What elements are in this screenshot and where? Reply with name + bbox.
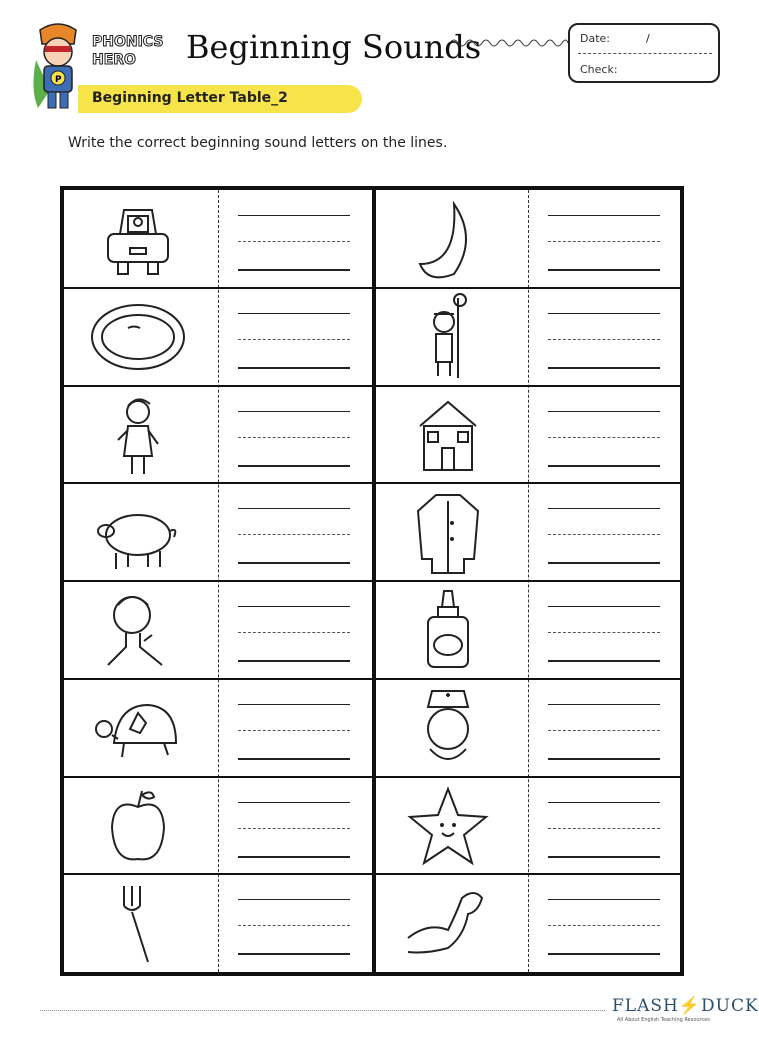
svg-text:PHONICS: PHONICS xyxy=(92,34,164,50)
neck-icon xyxy=(88,585,188,675)
svg-text:P: P xyxy=(55,75,62,85)
mid-dashed-line xyxy=(548,730,660,731)
base-line xyxy=(548,465,660,467)
top-line xyxy=(548,606,660,607)
instruction-text: Write the correct beginning sound letters on the lines. xyxy=(68,135,448,151)
base-line xyxy=(238,856,350,858)
writing-lines[interactable] xyxy=(238,411,350,469)
chimney-sweep-icon xyxy=(398,292,498,382)
base-line xyxy=(548,269,660,271)
worksheet-table xyxy=(60,186,684,976)
phonics-hero-logo xyxy=(90,30,176,68)
girl-icon xyxy=(88,390,188,480)
mid-dashed-line xyxy=(238,534,350,535)
base-line xyxy=(548,660,660,662)
top-line xyxy=(548,508,660,509)
top-line xyxy=(548,313,660,314)
mid-dashed-line xyxy=(238,339,350,340)
writing-lines[interactable] xyxy=(548,215,660,273)
turtle-icon xyxy=(88,683,188,773)
writing-lines[interactable] xyxy=(238,899,350,957)
check-label: Check: xyxy=(580,63,618,76)
page-title: Beginning Sounds xyxy=(186,28,482,66)
writing-lines[interactable] xyxy=(238,704,350,762)
top-line xyxy=(548,215,660,216)
flash-duck-logo: FLASH⚡DUCK xyxy=(612,996,759,1016)
mid-dashed-line xyxy=(238,437,350,438)
box-divider xyxy=(578,53,712,54)
base-line xyxy=(548,856,660,858)
mid-dashed-line xyxy=(238,241,350,242)
writing-lines[interactable] xyxy=(238,606,350,664)
mid-dashed-line xyxy=(548,632,660,633)
top-line xyxy=(238,411,350,412)
top-line xyxy=(238,215,350,216)
logo-tagline: All About English Teaching Resources xyxy=(617,1017,710,1023)
mid-dashed-line xyxy=(238,632,350,633)
row-divider xyxy=(64,385,680,387)
mid-dashed-line xyxy=(238,730,350,731)
writing-lines[interactable] xyxy=(548,802,660,860)
writing-lines[interactable] xyxy=(548,411,660,469)
mid-dashed-line xyxy=(548,925,660,926)
moon-icon xyxy=(398,194,498,284)
base-line xyxy=(238,465,350,467)
writing-lines[interactable] xyxy=(238,508,350,566)
writing-lines[interactable] xyxy=(238,313,350,371)
footer-dotted-line xyxy=(40,1010,605,1011)
arm-icon xyxy=(398,878,498,968)
mid-dashed-line xyxy=(548,534,660,535)
writing-lines[interactable] xyxy=(238,802,350,860)
base-line xyxy=(238,758,350,760)
subtitle-banner xyxy=(78,85,362,113)
base-line xyxy=(548,562,660,564)
base-line xyxy=(238,953,350,955)
worksheet-header xyxy=(0,0,748,125)
top-line xyxy=(238,802,350,803)
writing-lines[interactable] xyxy=(548,508,660,566)
top-line xyxy=(238,899,350,900)
fork-icon xyxy=(88,878,188,968)
base-line xyxy=(238,660,350,662)
nurse-icon xyxy=(398,683,498,773)
writing-lines[interactable] xyxy=(238,215,350,273)
top-line xyxy=(238,704,350,705)
svg-text:HERO: HERO xyxy=(92,52,136,68)
writing-lines[interactable] xyxy=(548,899,660,957)
subtitle-text: Beginning Letter Table_2 xyxy=(92,90,288,106)
decorative-squiggle xyxy=(450,36,568,50)
top-line xyxy=(238,606,350,607)
row-divider xyxy=(64,580,680,582)
base-line xyxy=(548,953,660,955)
pig-icon xyxy=(88,487,188,577)
top-line xyxy=(238,313,350,314)
top-line xyxy=(238,508,350,509)
date-label: Date: xyxy=(580,32,610,45)
mid-dashed-line xyxy=(548,828,660,829)
top-line xyxy=(548,899,660,900)
writing-lines[interactable] xyxy=(548,313,660,371)
row-divider xyxy=(64,776,680,778)
top-line xyxy=(548,411,660,412)
writing-lines[interactable] xyxy=(548,704,660,762)
mid-dashed-line xyxy=(548,339,660,340)
base-line xyxy=(548,758,660,760)
row-divider xyxy=(64,873,680,875)
row-divider xyxy=(64,678,680,680)
mid-dashed-line xyxy=(548,241,660,242)
top-line xyxy=(548,802,660,803)
date-slash: / xyxy=(646,32,650,45)
top-line xyxy=(548,704,660,705)
mid-dashed-line xyxy=(238,925,350,926)
car-icon xyxy=(88,194,188,284)
apple-icon xyxy=(88,781,188,871)
row-divider xyxy=(64,287,680,289)
house-icon xyxy=(398,390,498,480)
lightning-bolt-icon: ⚡ xyxy=(678,996,702,1016)
row-divider xyxy=(64,482,680,484)
base-line xyxy=(238,562,350,564)
base-line xyxy=(238,367,350,369)
oval-mirror-icon xyxy=(88,292,188,382)
writing-lines[interactable] xyxy=(548,606,660,664)
glue-bottle-icon xyxy=(398,585,498,675)
base-line xyxy=(238,269,350,271)
base-line xyxy=(548,367,660,369)
coat-icon xyxy=(398,487,498,577)
date-check-box xyxy=(568,23,720,83)
mid-dashed-line xyxy=(238,828,350,829)
star-icon xyxy=(398,781,498,871)
mid-dashed-line xyxy=(548,437,660,438)
